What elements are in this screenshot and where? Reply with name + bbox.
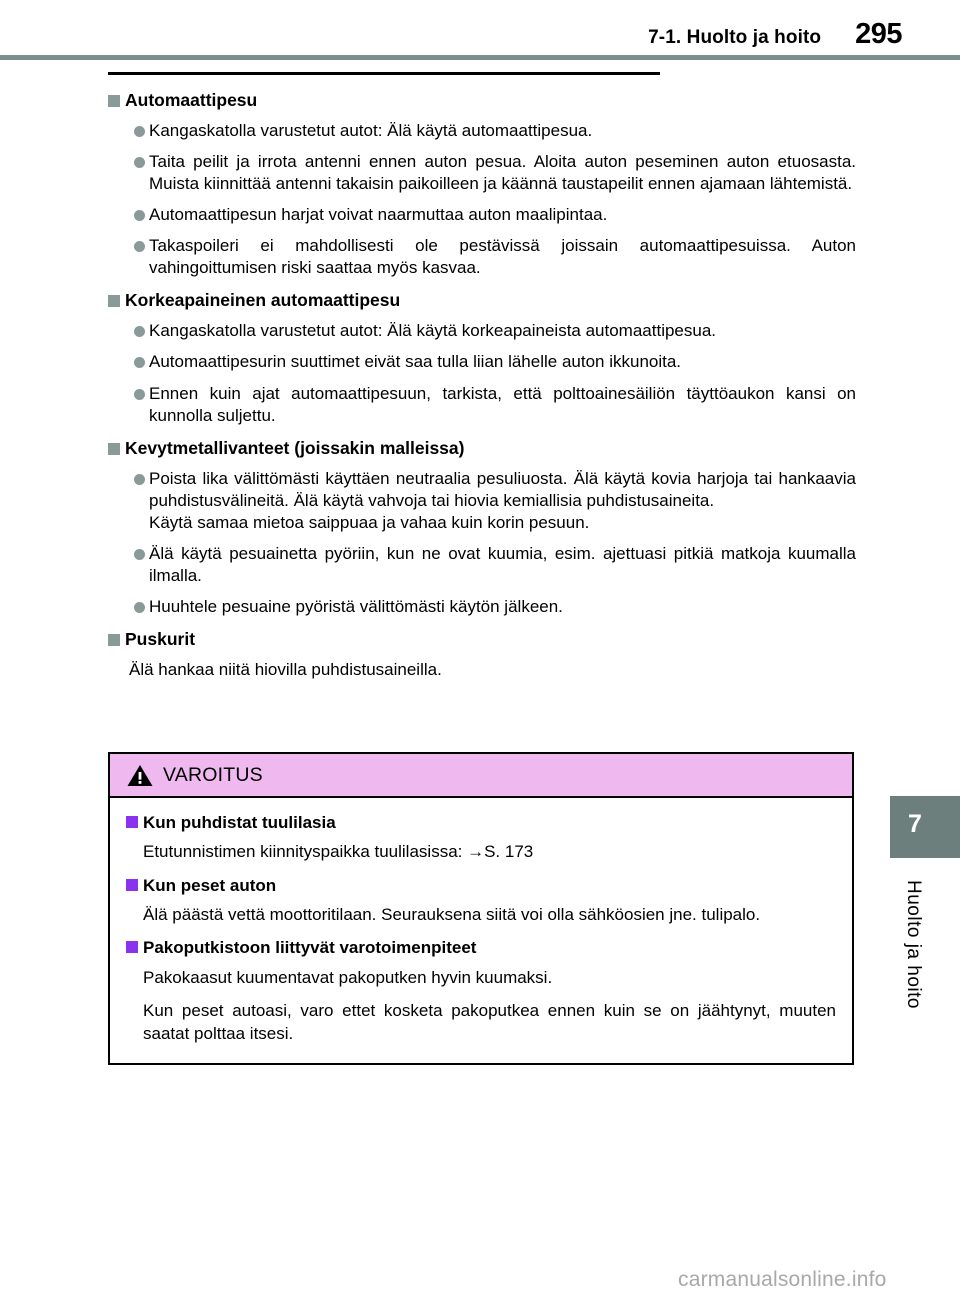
header-inner	[648, 18, 902, 51]
warning-subheading-label: Kun puhdistat tuulilasia	[143, 813, 336, 832]
square-marker-icon	[126, 879, 138, 891]
list-item-text: Taita peilit ja irrota antenni ennen auton pesua. Aloita auton peseminen auton etuosasta. Muista kiinnittää antenni takaisin paikoilleen ja käännä taustapeilit ennen ajamaan lähtemistä.	[149, 151, 856, 194]
header-rule	[0, 55, 960, 60]
list-item-text: Automaattipesurin suuttimet eivät saa tulla liian lähelle auton ikkunoita.	[149, 352, 682, 372]
list-item	[134, 120, 856, 142]
warning-triangle-icon	[127, 764, 153, 787]
dot-bullet-icon	[134, 389, 145, 400]
dot-bullet-icon	[134, 241, 145, 252]
dot-bullet-icon	[134, 157, 145, 168]
dot-bullet-icon	[134, 210, 145, 221]
warning-subheading-pakoputkisto	[126, 937, 836, 958]
warning-paragraph: Etutunnistimen kiinnityspaikka tuulilasissa: →S. 173	[143, 842, 534, 862]
list-item-text: Älä käytä pesuainetta pyöriin, kun ne ovat kuumia, esim. ajettuasi pitkiä matkoja kuumalla ilmalla.	[149, 543, 856, 585]
square-marker-icon	[108, 443, 120, 455]
chapter-tab	[890, 796, 960, 858]
header-chapter-title: 7-1. Huolto ja hoito	[648, 27, 822, 48]
list-item-text: Kangaskatolla varustetut autot: Älä käytä korkeapaineista automaattipesua.	[149, 321, 717, 341]
list-item-wrapper	[149, 468, 856, 534]
footer-watermark: carmanualsonline.info	[678, 1268, 887, 1291]
list-item-text: Kangaskatolla varustetut autot: Älä käytä automaattipesua.	[149, 120, 593, 140]
square-marker-icon	[108, 295, 120, 307]
content-top-rule	[108, 72, 660, 75]
section-heading-puskurit	[108, 629, 856, 651]
list-item-text: Poista lika välittömästi käyttäen neutraalia pesuliuosta. Älä käytä kovia harjoja tai hankaavia puhdistusvälineitä. Älä käytä vahvoja tai hiovia kemiallisia puhdistusaineita.	[149, 468, 856, 510]
dot-bullet-icon	[134, 549, 145, 560]
list-item	[134, 204, 856, 226]
warning-box	[108, 752, 854, 1065]
list-item	[134, 351, 856, 373]
warning-subheading-tuulilasia	[126, 812, 836, 833]
list-item-text: Takaspoileri ei mahdollisesti ole pestävissä joissain automaattipesuissa. Auton vahingoittumisen riski saattaa myös kasvaa.	[149, 236, 856, 278]
list-item	[134, 235, 856, 279]
chapter-tab-number: 7	[908, 810, 922, 838]
list-item-text: Automaattipesun harjat voivat naarmuttaa auton maalipintaa.	[149, 205, 608, 225]
list-item	[134, 468, 856, 534]
section-heading-label: Korkeapaineinen automaattipesu	[125, 290, 401, 311]
dot-bullet-icon	[134, 326, 145, 337]
square-marker-icon	[108, 95, 120, 107]
square-marker-icon	[126, 816, 138, 828]
page-number: 295	[855, 18, 902, 50]
warning-subheading-label: Pakoputkistoon liittyvät varotoimenpiteet	[143, 938, 477, 958]
warning-subheading-peset-auton	[126, 875, 836, 896]
square-marker-icon	[126, 941, 138, 953]
list-item-extra-line: Käytä samaa mietoa saippuaa ja vahaa kuin korin pesuun.	[149, 512, 590, 532]
section-paragraph: Älä hankaa niitä hiovilla puhdistusaineilla.	[129, 660, 442, 679]
dot-bullet-icon	[134, 474, 145, 485]
section-heading-label: Puskurit	[125, 629, 196, 650]
section-heading-label: Kevytmetallivanteet (joissakin malleissa)	[125, 437, 465, 458]
section-heading-kevytmetallivanteet	[108, 438, 856, 460]
dot-bullet-icon	[134, 602, 145, 613]
warning-paragraph: Kun peset autoasi, varo ettet kosketa pakoputkea ennen kuin se on jäähtynyt, muuten saatat polttaa itsesi.	[143, 1001, 836, 1043]
section-heading-label: Automaattipesu	[125, 90, 258, 110]
warning-box-title: VAROITUS	[163, 763, 263, 786]
list-item	[134, 151, 856, 195]
dot-bullet-icon	[134, 126, 145, 137]
list-item	[134, 320, 856, 342]
main-content	[108, 72, 856, 690]
square-marker-icon	[108, 634, 120, 646]
list-item	[134, 596, 856, 618]
list-item	[134, 383, 856, 427]
list-item-text: Huuhtele pesuaine pyöristä välittömästi käytön jälkeen.	[149, 597, 563, 617]
warning-box-header	[110, 754, 852, 798]
warning-box-body	[110, 798, 852, 1063]
dot-bullet-icon	[134, 357, 145, 368]
page-header	[0, 18, 960, 58]
section-heading-automaattipesu	[108, 90, 856, 112]
list-item	[134, 543, 856, 587]
warning-paragraph: Pakokaasut kuumentavat pakoputken hyvin kuumaksi.	[143, 967, 553, 987]
section-heading-korkeapaineinen	[108, 290, 856, 312]
warning-paragraph: Älä päästä vettä moottoritilaan. Seurauksena siitä voi olla sähköosien jne. tulipalo.	[143, 904, 761, 924]
warning-subheading-label: Kun peset auton	[143, 875, 277, 895]
list-item-text: Ennen kuin ajat automaattipesuun, tarkista, että polttoainesäiliön täyttöaukon kansi on kunnolla suljettu.	[149, 383, 856, 425]
chapter-tab-label: Huolto ja hoito	[903, 880, 924, 1009]
